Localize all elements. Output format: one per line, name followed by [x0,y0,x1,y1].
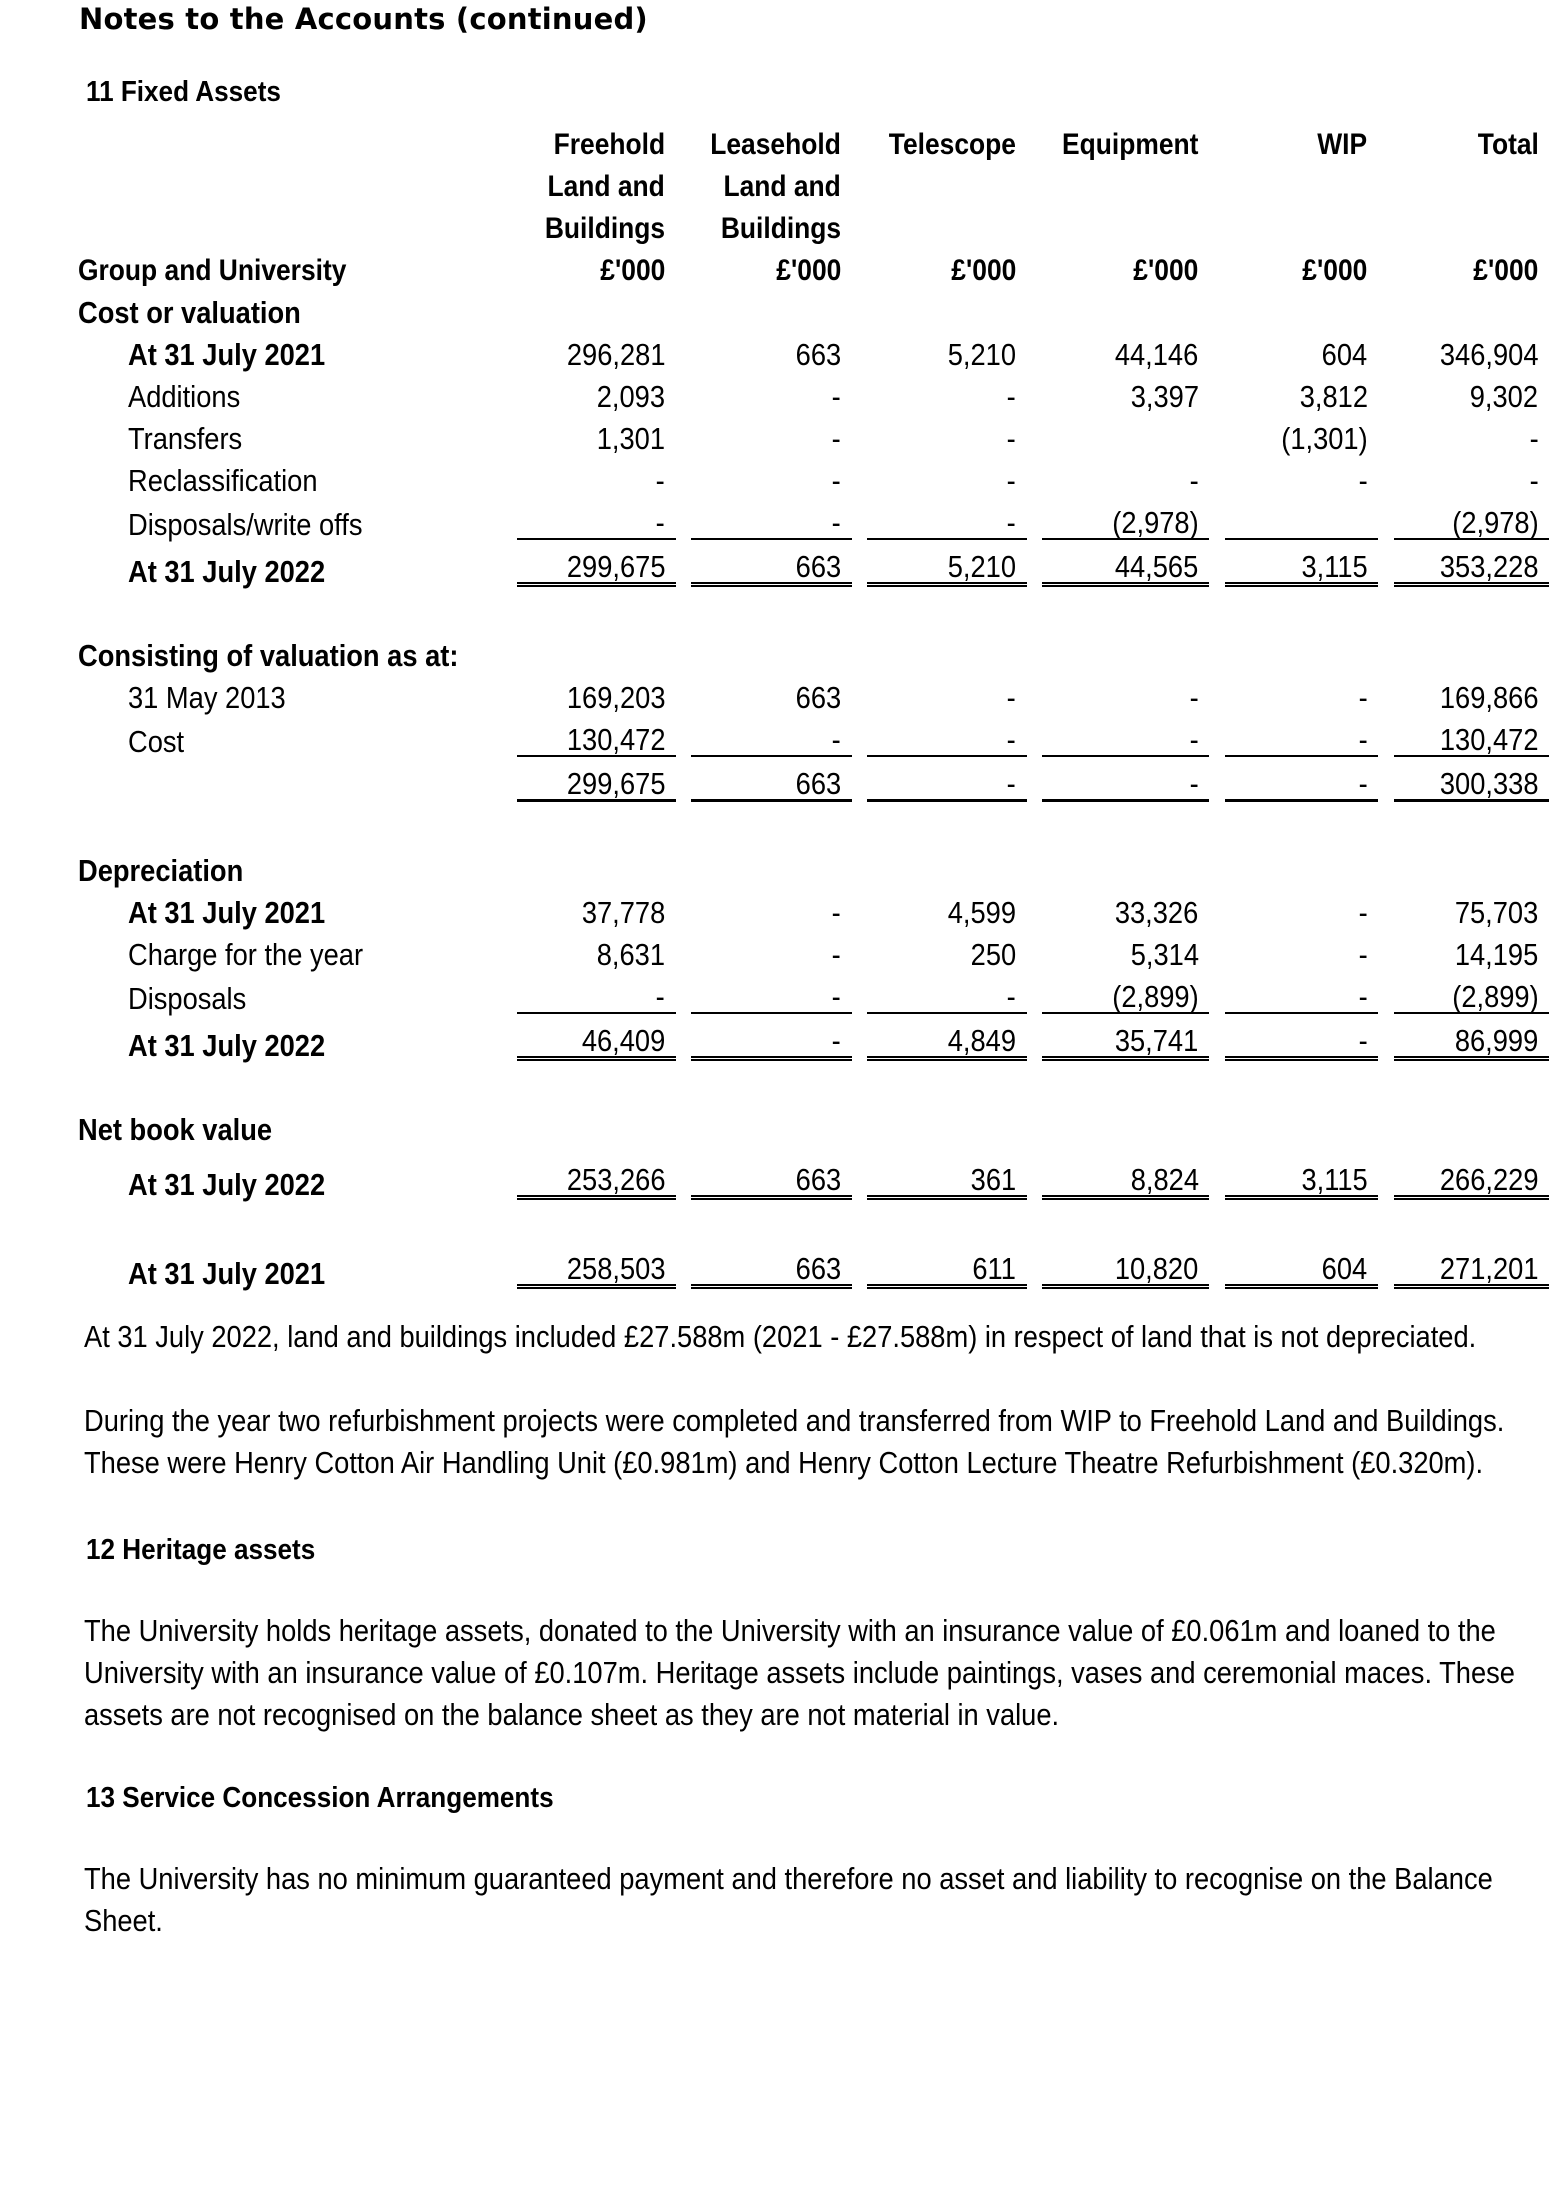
table-row [78,757,1549,802]
table-row [78,412,1549,454]
value-cell: - [1358,937,1368,972]
column-header: Land and [547,170,666,203]
value-cell: 2,093 [596,379,666,414]
value-cell: 663 [795,766,841,801]
value-cell: - [1007,379,1017,414]
value-cell: - [1007,463,1017,498]
row-label: Additions [128,379,241,414]
value-cell: 14,195 [1454,937,1539,972]
table-row [78,970,1549,1014]
value-cell: - [831,895,841,930]
section-heading-row [78,844,1549,886]
section-heading-row [78,1103,1549,1145]
value-cell: 4,599 [947,895,1017,930]
value-cell: - [1189,680,1199,715]
value-cell: (2,978) [1112,505,1199,540]
heritage-line3: assets are not recognised on the balance sheet as they are not material in value. [84,1697,1060,1732]
row-label: Transfers [128,421,243,456]
value-cell: 604 [1322,337,1368,372]
table-row [78,671,1549,713]
value-cell: 3,812 [1299,379,1368,414]
value-cell: (2,899) [1112,979,1199,1014]
note-refurbishment-line1: During the year two refurbishment projects were completed and transferred from WIP to Freehold Land and Buildings. [84,1403,1505,1438]
value-cell: - [831,937,841,972]
value-cell: 5,210 [947,337,1017,372]
value-cell: (2,899) [1451,979,1539,1014]
value-cell: - [1007,505,1017,540]
row-label: At 31 July 2022 [128,554,326,589]
row-group-heading: Consisting of valuation as at: [78,638,459,673]
value-cell: - [1007,421,1017,456]
value-cell: - [1358,680,1368,715]
table-row [78,454,1549,496]
value-cell: 3,397 [1130,379,1199,414]
row-label: At 31 July 2022 [128,1167,326,1202]
column-header: Land and [723,170,841,203]
value-cell: 663 [795,680,841,715]
row-group-heading: Depreciation [78,853,244,888]
value-cell: 663 [795,337,841,372]
value-cell: - [1189,722,1199,757]
value-cell: (1,301) [1281,421,1368,456]
units-row [78,244,1549,286]
value-cell: 169,866 [1439,680,1539,715]
value-cell: 299,675 [566,766,666,801]
row-label: At 31 July 2021 [128,337,326,372]
value-cell: - [831,421,841,456]
page-heading: Notes to the Accounts (continued) [79,2,648,36]
value-cell: - [1358,895,1368,930]
value-cell: 299,675 [566,549,666,584]
unit-label: £'000 [1473,254,1539,287]
row-label: Disposals/write offs [128,507,363,542]
value-cell: 663 [795,1162,841,1197]
table-row [78,886,1549,928]
value-cell: - [831,979,841,1014]
value-cell: - [831,1023,841,1058]
note-land-not-depreciated: At 31 July 2022, land and buildings included £27.588m (2021 - £27.588m) in respect of land that is not depreciated. [84,1319,1477,1354]
column-header: Total [1477,128,1539,161]
value-cell: - [655,463,666,498]
service-concession-line2: Sheet. [84,1903,163,1938]
value-cell: 10,820 [1115,1251,1199,1286]
value-cell: 300,338 [1439,766,1539,801]
row-label: 31 May 2013 [128,680,286,715]
row-label: At 31 July 2021 [128,1256,326,1291]
value-cell: 37,778 [581,895,666,930]
value-cell: - [1529,421,1539,456]
column-header: Freehold [553,128,666,161]
row-label: At 31 July 2022 [128,1028,326,1063]
value-cell: 250 [970,937,1017,972]
value-cell: - [1358,979,1368,1014]
value-cell: - [1358,766,1368,801]
value-cell: 5,314 [1130,937,1199,972]
unit-label: £'000 [600,254,666,287]
value-cell: - [831,379,841,414]
value-cell: 611 [972,1251,1017,1286]
value-cell: - [1358,1023,1368,1058]
fixed-assets-table [78,118,1549,1289]
table-row [78,328,1549,370]
value-cell: - [1007,766,1017,801]
spacer-row [78,587,1549,629]
value-cell: - [1007,680,1017,715]
row-label: Reclassification [128,463,318,498]
value-cell: - [1189,766,1199,801]
unit-label: £'000 [1302,254,1368,287]
value-cell: 271,201 [1439,1251,1539,1286]
value-cell: 5,210 [947,549,1017,584]
unit-label: £'000 [775,254,841,287]
column-header: Buildings [720,212,841,245]
column-header: WIP [1317,128,1368,161]
value-cell: - [655,505,666,540]
row-label: Disposals [128,981,247,1016]
table-row [78,713,1549,757]
value-cell: 604 [1322,1251,1368,1286]
unit-label: £'000 [951,254,1017,287]
row-group-heading: Net book value [78,1112,273,1147]
value-cell: - [831,505,841,540]
value-cell: 353,228 [1439,549,1539,584]
value-cell: 346,904 [1439,337,1539,372]
group-and-university-label: Group and University [78,254,347,287]
table-row [78,496,1549,540]
column-header-row [78,160,1549,202]
value-cell: 3,115 [1301,549,1368,584]
table-row [78,370,1549,412]
table-row [78,1145,1549,1200]
value-cell: 266,229 [1439,1162,1539,1197]
spacer-row [78,1061,1549,1103]
table-row [78,1014,1549,1061]
value-cell: 169,203 [566,680,666,715]
heritage-line2: University with an insurance value of £0.107m. Heritage assets include paintings, vases and ceremonial maces. These [84,1655,1515,1690]
column-header: Buildings [544,212,666,245]
column-header-row [78,202,1549,244]
section-12-title: 12 Heritage assets [86,1534,316,1566]
value-cell: - [831,722,841,757]
value-cell: 361 [970,1162,1017,1197]
table-row [78,540,1549,587]
column-header: Telescope [888,128,1017,161]
value-cell: 663 [795,1251,841,1286]
value-cell: 296,281 [566,337,666,372]
column-header: Leasehold [710,128,841,161]
value-cell: 35,741 [1115,1023,1199,1058]
heritage-line1: The University holds heritage assets, donated to the University with an insurance value of £0.061m and loaned to the [84,1613,1496,1648]
column-header: Equipment [1062,128,1199,161]
table-row [78,1242,1549,1289]
value-cell: - [1007,979,1017,1014]
value-cell: 44,565 [1115,549,1199,584]
value-cell: 46,409 [581,1023,666,1058]
value-cell: 663 [795,549,841,584]
value-cell: 9,302 [1470,379,1539,414]
value-cell: (2,978) [1451,505,1539,540]
value-cell: 3,115 [1301,1162,1368,1197]
column-header-row [78,118,1549,160]
value-cell: - [1189,463,1199,498]
value-cell: 75,703 [1454,895,1539,930]
value-cell: 253,266 [566,1162,666,1197]
value-cell: 8,631 [596,937,666,972]
section-heading-row [78,286,1549,328]
note-refurbishment-line2: These were Henry Cotton Air Handling Unit (£0.981m) and Henry Cotton Lecture Theatre Refurbishment (£0.320m). [84,1445,1484,1480]
row-label: Charge for the year [128,937,364,972]
table-row [78,928,1549,970]
row-label: At 31 July 2021 [128,895,326,930]
unit-label: £'000 [1133,254,1199,287]
section-13-title: 13 Service Concession Arrangements [86,1782,554,1814]
value-cell: - [1358,722,1368,757]
value-cell: 86,999 [1454,1023,1539,1058]
value-cell: 130,472 [566,722,666,757]
value-cell: 1,301 [596,421,666,456]
value-cell: - [1007,722,1017,757]
value-cell: - [831,463,841,498]
value-cell: 44,146 [1115,337,1199,372]
value-cell: 4,849 [947,1023,1017,1058]
value-cell: 258,503 [566,1251,666,1286]
value-cell: 130,472 [1439,722,1539,757]
value-cell: 33,326 [1115,895,1199,930]
section-11-title: 11 Fixed Assets [86,76,281,108]
row-group-heading: Cost or valuation [78,295,301,330]
spacer-row [78,1200,1549,1242]
value-cell: - [655,979,666,1014]
service-concession-line1: The University has no minimum guaranteed payment and therefore no asset and liability to recognise on the Balance [84,1861,1493,1896]
value-cell: 8,824 [1130,1162,1199,1197]
spacer-row [78,802,1549,844]
value-cell: - [1358,463,1368,498]
section-heading-row [78,629,1549,671]
row-label: Cost [128,724,185,759]
value-cell: - [1529,463,1539,498]
